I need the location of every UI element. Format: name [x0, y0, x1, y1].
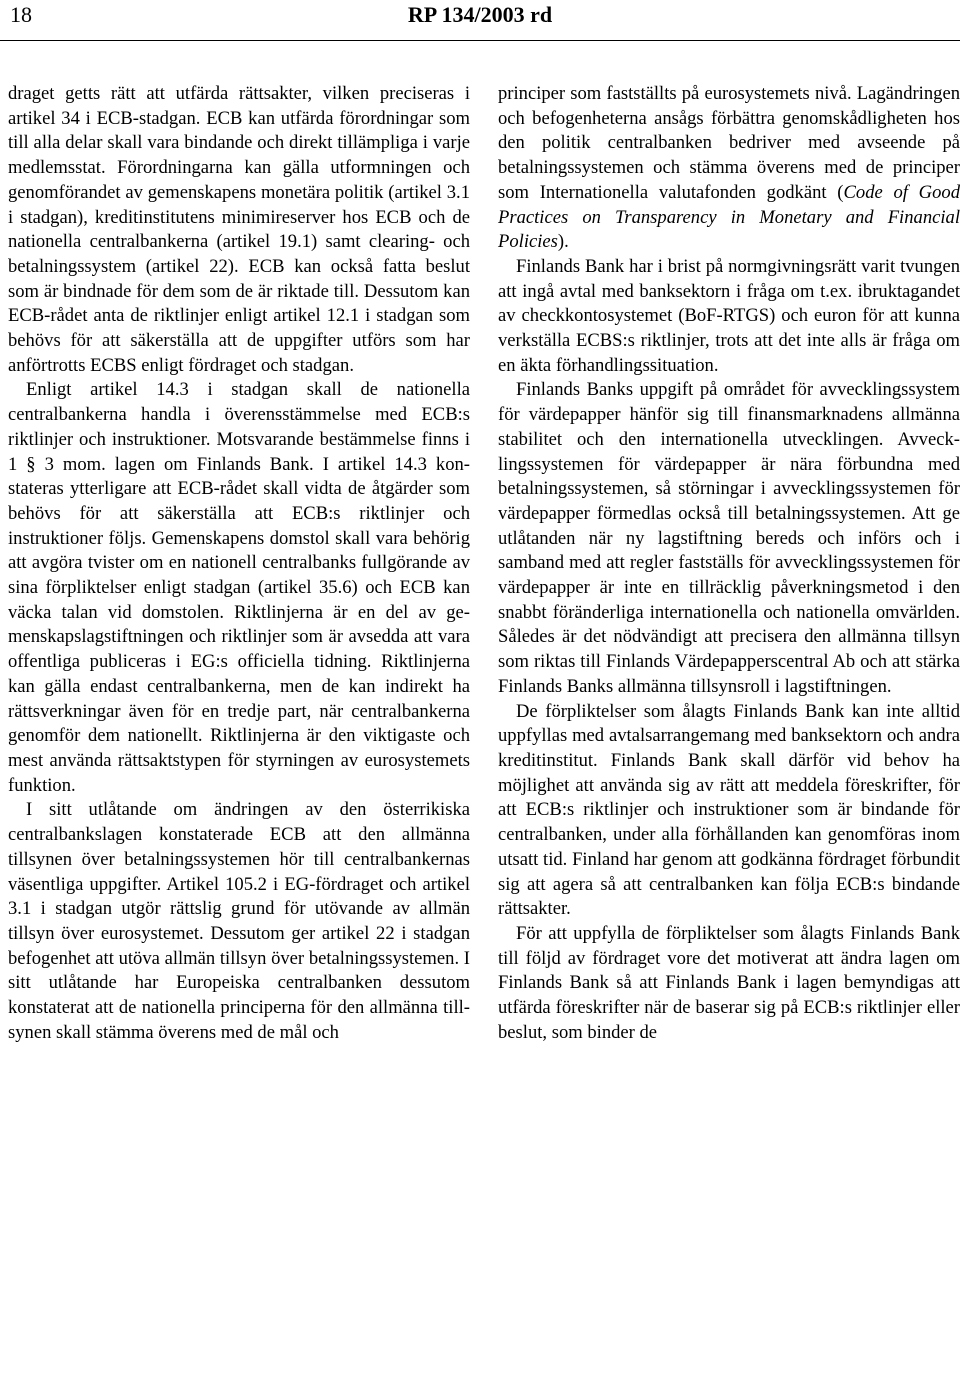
right-column — [498, 82, 960, 1045]
right-paragraph-2: Finlands Bank har i brist på normgivningsrätt varit tvungen att ingå avtal med banksektorn i fråga om t.ex. ibruktagandet av checkkontosystemet (BoF-RTGS) och euron för att kunna verkställa ECBS:s riktlinjer, trots att det inte alls är fråga om en äkta förhandlingssituation. — [498, 255, 960, 376]
right-paragraph-1-end: ). — [557, 231, 569, 253]
right-paragraph-1 — [498, 82, 960, 255]
document-id: RP 134/2003 rd — [407, 2, 553, 27]
left-column — [8, 82, 470, 1045]
left-paragraph-2: Enligt artikel 14.3 i stadgan skall de nationella centralbankerna handla i överensstämmelse med ECB:s riktlinjer och instruktioner. Motsvarande bestämmelse finns i 1 § 3 mom. lagen om Finlands Bank. I artikel 14.3 konstateras ytterligare att ECB-rådet skall vidta de åtgärder som behövs för att säkerställa att ECB:s riktlinjer och instruktioner följs. Gemenskapens domstol skall vara behörig att avgöra tvister om en nationell centralbanks fullgörande av sina förpliktelser enligt stadgan (artikel 35.6) och ECB kan väcka talan vid domstolen. Riktlinjerna är en del av gemenskapslagstiftningen och riktlinjer som är avsedda att vara offentliga publiceras i EG:s officiella tidning. Riktlinjerna kan gälla endast centralbankerna, men de kan indirekt ha rättsverkningar även för en tredje part, när centralbankerna genomför dem nationellt. Riktlinjerna är den viktigaste och mest använda rättsaktstypen för styrningen av eurosystemets funktion. — [8, 379, 470, 796]
left-paragraph-1: draget getts rätt att utfärda rättsakter, vilken preciseras i artikel 34 i ECB-stadgan. ECB kan utfärda förordningar som till alla delar skall vara bindande och direkt tillämpliga i varje medlemsstat. Förordningarna kan gälla utformningen och genomförandet av gemenskapens monetära politik (artikel 3.1 i stadgan), kreditinstitutens minimireserver hos ECB och de nationella centralbankerna (artikel 19.1) samt clearing- och betalningssystem (artikel 22). ECB kan också fatta beslut som är bindnade för dem som de är riktade till. Dessutom kan ECB-rådet anta de riktlinjer enligt artikel 12.1 i stadgan som behövs för att säkerställa att de uppgifter utförs som har anförtrotts ECBS enligt fördraget och stadgan. — [8, 83, 470, 376]
page-header — [0, 0, 960, 40]
page-number: 18 — [10, 2, 32, 27]
right-paragraph-1-italic-title: Code of Good Practices on Transparency in Monetary and Financial Policies — [498, 181, 960, 253]
left-paragraph-3: I sitt utlåtande om ändringen av den österrikiska centralbankslagen konstaterade ECB att den allmänna tillsynen över betalningssystemen hör till centralbankernas väsentliga uppgifter. Artikel 105.2 i EG-fördraget och artikel 3.1 i stadgan utgör rättslig grund för utövande av allmän tillsyn över eurosystemet. Dessutom ger artikel 22 i stadgan befogenhet att utöva allmän tillsyn över betalningssystemen. I sitt utlåtande har Europeiska centralbanken dessutom konstaterat att de nationella principerna för den allmänna tillsynen skall stämma överens med de mål och — [8, 799, 470, 1043]
header-divider — [0, 40, 960, 41]
right-paragraph-3: Finlands Banks uppgift på området för avvecklingssystem för värdepapper hänför sig till finansmarknadens allmänna stabilitet och den internationella utvecklingen. Avvecklingssystemen för värdepapper är nära förbundna med betalningssystemen, så störningar i avvecklingssystemen för värdepapper förmedlas också till betalningssystemen. Att ge utlåtanden när ny lagstiftning bereds och införs och i samband med att regler fastställs för avvecklingssystemen för värdepapper är inte en tillräcklig påverkningsmetod i den snabbt föränderliga internationella och nationella omvärlden. Således är det nödvändigt att precisera den allmänna tillsyn som riktas till Finlands Värdepapperscentral Ab och att stärka Finlands Banks allmänna tillsynsroll i lagstiftningen. — [498, 379, 960, 697]
right-paragraph-4: De förpliktelser som ålagts Finlands Bank kan inte alltid uppfyllas med avtalsarrangemang med banksektorn och andra kreditinstitut. Finlands Bank skall därför vid behov ha möjlighet att använda sig av rätt att meddela föreskrifter, för att ECB:s riktlinjer och instruktioner som är bindande för centralbanken, under alla förhållanden kan genomföras inom utsatt tid. Finland har genom att godkänna fördraget förbundit sig att agera så att centralbanken kan följa ECB:s bindande rättsakter. — [498, 700, 960, 920]
right-paragraph-1-text: principer som fastställts på eurosystemets nivå. Lagändringen och befogenheterna ansågs förbättra genomskådligheten hos den politik centralbanken bedriver med avseende på betalningssystemen och stämma överens med de principer som Internationella valutafonden godkänt ( — [498, 83, 960, 203]
right-paragraph-5: För att uppfylla de förpliktelser som ålagts Finlands Bank till följd av fördraget vore det motiverat att ändra lagen om Finlands Bank så att Finlands Bank i lagen bemyndigas att utfärda föreskrifter när de baserar sig på ECB:s riktlinjer eller beslut, som binder de — [498, 922, 960, 1043]
